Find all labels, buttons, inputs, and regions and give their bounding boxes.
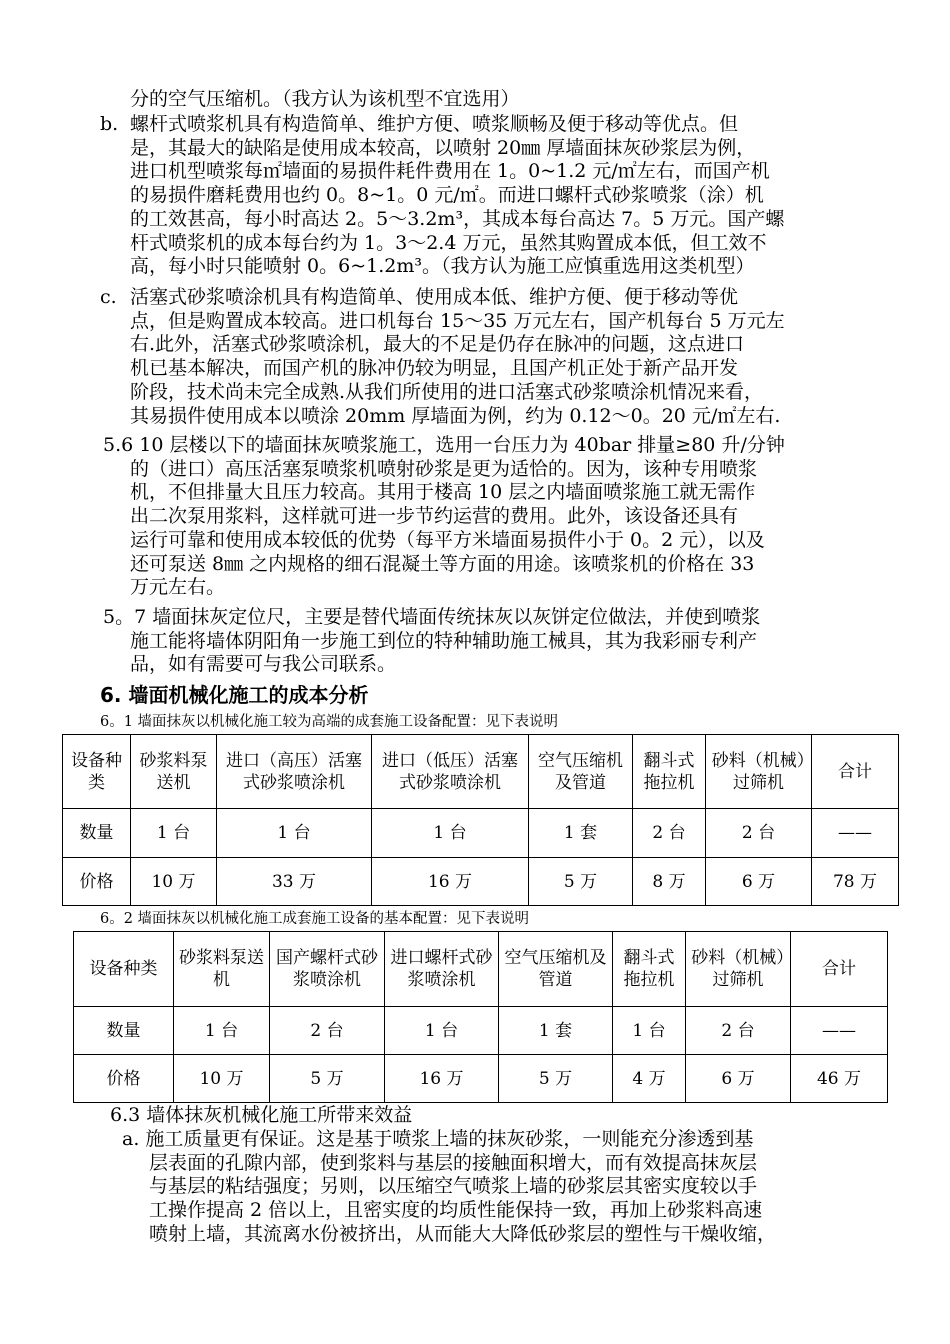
table-cell: 数量 xyxy=(74,1007,174,1055)
table-cell: 33 万 xyxy=(217,858,372,906)
table-cell: 16 万 xyxy=(372,858,529,906)
table-cell: 2 台 xyxy=(270,1007,385,1055)
header-cell: 进口（高压）活塞式砂浆喷涂机 xyxy=(217,735,372,809)
table-cell: 1 台 xyxy=(385,1007,499,1055)
equipment-table-2 xyxy=(73,931,888,1103)
header-cell: 合计 xyxy=(791,932,888,1007)
header-cell: 翻斗式拖拉机 xyxy=(633,735,706,809)
item-a-paragraph xyxy=(122,1128,776,1247)
table-1-caption: 6。1 墙面抹灰以机械化施工较为高端的成套施工设备配置：见下表说明 xyxy=(100,714,559,730)
text-line: 点，但是购置成本较高。进口机每台 15～35 万元左右，国产机每台 5 万元左 xyxy=(130,309,785,332)
table-row xyxy=(63,809,899,858)
table-2-caption: 6。2 墙面抹灰以机械化施工成套施工设备的基本配置：见下表说明 xyxy=(100,911,530,927)
table-cell: 10 万 xyxy=(131,858,217,906)
table-cell: 16 万 xyxy=(385,1055,499,1103)
table-header-row xyxy=(74,932,888,1007)
para-5-7 xyxy=(103,606,760,677)
text-line: 机已基本解决，而国产机的脉冲仍较为明显，且国产机正处于新产品开发 xyxy=(130,357,739,380)
table-row xyxy=(74,1007,888,1055)
subsection-6-3-heading xyxy=(110,1104,412,1128)
table-cell: 2 台 xyxy=(706,809,812,858)
text-line: 层表面的孔隙内部，使到浆料与基层的接触面积增大，而有效提高抹灰层 xyxy=(149,1151,758,1174)
item-b-paragraph xyxy=(130,113,784,279)
text-line: 出二次泵用浆料，这样就可进一步节约运营的费用。此外，该设备还具有 xyxy=(130,505,739,528)
table-cell: 5 万 xyxy=(499,1055,613,1103)
text-line: 5。7 墙面抹灰定位尺，主要是替代墙面传统抹灰以灰饼定位做法，并使到喷浆 xyxy=(103,606,761,628)
header-cell: 设备种类 xyxy=(74,932,174,1007)
table-cell: 5 万 xyxy=(529,858,633,906)
table-cell: 46 万 xyxy=(791,1055,888,1103)
text-line: 与基层的粘结强度；另则，以压缩空气喷浆上墙的砂浆层其密实度较以手 xyxy=(149,1175,758,1198)
table-cell: 6 万 xyxy=(706,858,812,906)
table-header-row xyxy=(63,735,899,809)
text-line: 机，不但排量大且压力较高。其用于楼高 10 层之内墙面喷浆施工就无需作 xyxy=(130,481,756,504)
text-line: 的（进口）高压活塞泵喷浆机喷射砂浆是更为适恰的。因为，该种专用喷浆 xyxy=(130,457,758,480)
header-cell: 空气压缩机及管道 xyxy=(529,735,633,809)
table-cell: 1 台 xyxy=(613,1007,686,1055)
text-line: 是，其最大的缺陷是使用成本较高，以喷射 20㎜ 厚墙面抹灰砂浆层为例， xyxy=(130,136,756,159)
header-cell: 砂浆料泵送机 xyxy=(131,735,217,809)
header-cell: 合计 xyxy=(812,735,899,809)
table-row xyxy=(63,858,899,906)
table-cell: 1 台 xyxy=(174,1007,270,1055)
top-fragment xyxy=(130,88,520,112)
text-line: 运行可靠和使用成本较低的优势（每平方米墙面易损件小于 0。2 元），以及 xyxy=(130,528,765,551)
table-cell: 2 台 xyxy=(686,1007,791,1055)
header-cell: 翻斗式拖拉机 xyxy=(613,932,686,1007)
header-cell: 砂料（机械）过筛机 xyxy=(706,735,812,809)
header-cell: 国产螺杆式砂浆喷涂机 xyxy=(270,932,385,1007)
equipment-table-1 xyxy=(62,734,899,906)
text-line: 工操作提高 2 倍以上，且密实度的均质性能保持一致，再加上砂浆料高速 xyxy=(149,1199,763,1222)
table-cell: 1 台 xyxy=(131,809,217,858)
text-line: 万元左右。 xyxy=(130,576,226,599)
text-line: a. 施工质量更有保证。这是基于喷浆上墙的抹灰砂浆，一则能充分渗透到基 xyxy=(122,1128,754,1150)
table-cell: 4 万 xyxy=(613,1055,686,1103)
table-cell: 10 万 xyxy=(174,1055,270,1103)
table-cell: 6 万 xyxy=(686,1055,791,1103)
text-line: 杆式喷浆机的成本每台约为 1。3～2.4 万元，虽然其购置成本低，但工效不 xyxy=(130,231,767,254)
text-line: 分的空气压缩机。（我方认为该机型不宜选用） xyxy=(130,88,520,110)
table-row xyxy=(74,1055,888,1103)
text-line: 施工能将墙体阴阳角一步施工到位的特种辅助施工械具，其为我彩丽专利产 xyxy=(130,629,758,652)
text-line: 进口机型喷浆每㎡墙面的易损件耗件费用在 1。0~1.2 元/㎡左右，而国产机 xyxy=(130,160,770,183)
header-cell: 进口螺杆式砂浆喷涂机 xyxy=(385,932,499,1007)
header-cell: 空气压缩机及管道 xyxy=(499,932,613,1007)
text-line: 6.3 墙体抹灰机械化施工所带来效益 xyxy=(110,1104,413,1126)
item-b-label: b. xyxy=(100,113,119,135)
table-cell: 2 台 xyxy=(633,809,706,858)
text-line: 高，每小时只能喷射 0。6~1.2m³。（我方认为施工应慎重选用这类机型） xyxy=(130,255,755,278)
text-line: 喷射上墙，其流离水份被挤出，从而能大大降低砂浆层的塑性与干燥收缩， xyxy=(149,1222,777,1245)
section-6-heading: 6. 墙面机械化施工的成本分析 xyxy=(100,683,369,707)
table-cell: 价格 xyxy=(63,858,131,906)
text-line: 还可泵送 8㎜ 之内规格的细石混凝土等方面的用途。该喷浆机的价格在 33 xyxy=(130,552,755,575)
header-cell: 砂浆料泵送机 xyxy=(174,932,270,1007)
table-cell: 1 套 xyxy=(529,809,633,858)
table-cell: 1 套 xyxy=(499,1007,613,1055)
text-line: 的易损件磨耗费用也约 0。8~1。0 元/㎡。而进口螺杆式砂浆喷浆（涂）机 xyxy=(130,184,764,207)
text-line: 右.此外，活塞式砂浆喷涂机，最大的不足是仍存在脉冲的问题，这点进口 xyxy=(130,333,745,356)
table-cell: 8 万 xyxy=(633,858,706,906)
table-cell: 数量 xyxy=(63,809,131,858)
text-line: 5.6 10 层楼以下的墙面抹灰喷浆施工，选用一台压力为 40bar 排量≥80 升/分钟 xyxy=(103,434,785,456)
item-c-paragraph xyxy=(130,286,785,428)
text-line: 其易损件使用成本以喷涂 20mm 厚墙面为例，约为 0.12～0。20 元/㎡左右. xyxy=(130,404,781,427)
table-cell: 78 万 xyxy=(812,858,899,906)
text-line: 阶段，技术尚未完全成熟.从我们所使用的进口活塞式砂浆喷涂机情况来看， xyxy=(130,380,764,403)
header-cell: 设备种类 xyxy=(63,735,131,809)
header-cell: 砂料（机械）过筛机 xyxy=(686,932,791,1007)
table-cell: 1 台 xyxy=(217,809,372,858)
table-cell: —— xyxy=(812,809,899,858)
table-cell: 1 台 xyxy=(372,809,529,858)
header-cell: 进口（低压）活塞式砂浆喷涂机 xyxy=(372,735,529,809)
text-line: 螺杆式喷浆机具有构造简单、维护方便、喷浆顺畅及便于移动等优点。但 xyxy=(130,113,739,135)
text-line: 的工效甚高，每小时高达 2。5～3.2m³，其成本每台高达 7。5 万元。国产螺 xyxy=(130,207,785,230)
table-cell: 5 万 xyxy=(270,1055,385,1103)
table-cell: 价格 xyxy=(74,1055,174,1103)
item-c-label: c. xyxy=(100,286,117,308)
text-line: 活塞式砂浆喷涂机具有构造简单、使用成本低、维护方便、便于移动等优 xyxy=(130,286,739,308)
table-cell: —— xyxy=(791,1007,888,1055)
para-5-6 xyxy=(103,434,785,600)
text-line: 品，如有需要可与我公司联系。 xyxy=(130,653,397,676)
